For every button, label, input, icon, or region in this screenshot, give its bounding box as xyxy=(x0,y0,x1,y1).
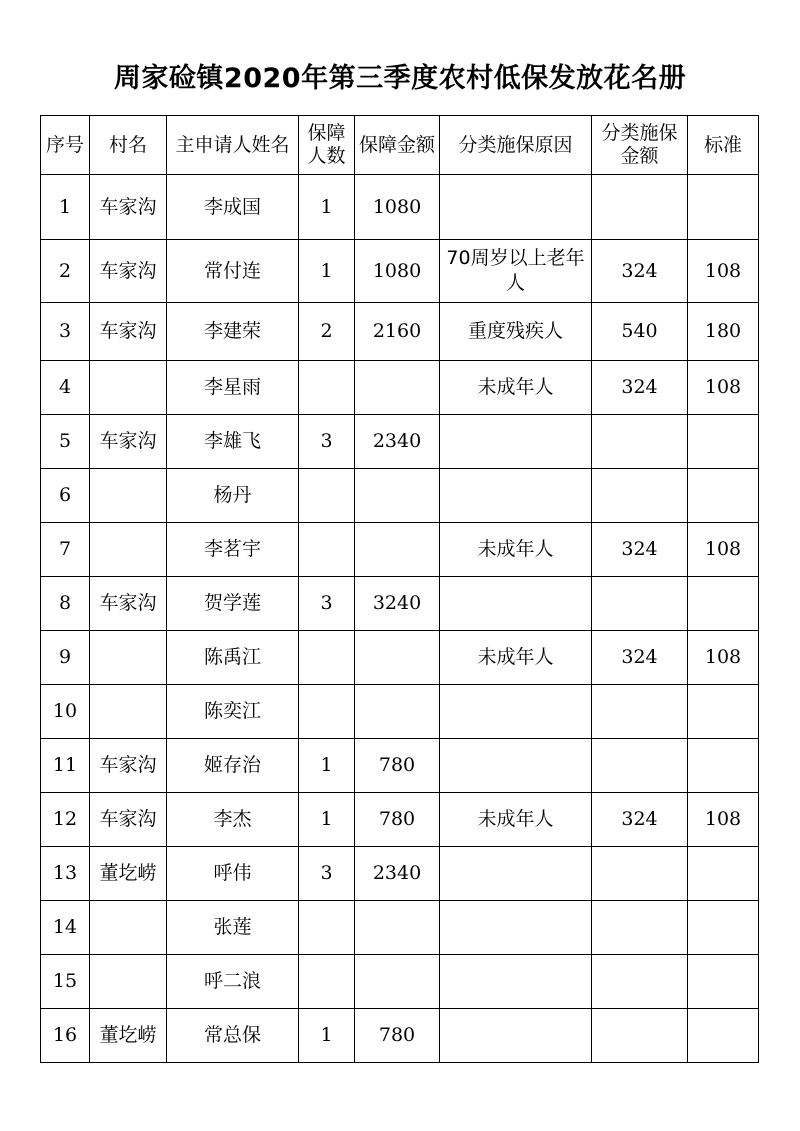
table-cell: 6 xyxy=(41,469,90,523)
table-cell xyxy=(688,901,759,955)
table-cell xyxy=(355,631,440,685)
table-cell: 780 xyxy=(355,1009,440,1063)
table-cell: 180 xyxy=(688,303,759,361)
table-cell: 杨丹 xyxy=(167,469,299,523)
table-cell xyxy=(440,685,592,739)
table-cell: 车家沟 xyxy=(90,240,167,303)
table-row xyxy=(41,685,759,739)
table-cell: 12 xyxy=(41,793,90,847)
table-cell xyxy=(355,901,440,955)
table-cell xyxy=(688,685,759,739)
table-cell xyxy=(440,901,592,955)
table-row xyxy=(41,523,759,577)
table-row xyxy=(41,469,759,523)
table-cell xyxy=(688,739,759,793)
table-cell xyxy=(592,955,688,1009)
table-row xyxy=(41,739,759,793)
table-cell xyxy=(299,523,355,577)
table-cell xyxy=(299,631,355,685)
table-cell xyxy=(440,955,592,1009)
table-cell: 108 xyxy=(688,240,759,303)
table-cell xyxy=(355,955,440,1009)
table-cell: 4 xyxy=(41,361,90,415)
table-cell: 董圪崂 xyxy=(90,1009,167,1063)
table-cell xyxy=(355,469,440,523)
table-cell: 呼二浪 xyxy=(167,955,299,1009)
table-cell: 2340 xyxy=(355,415,440,469)
header-cell: 分类施保原因 xyxy=(440,116,592,175)
header-cell: 保障金额 xyxy=(355,116,440,175)
table-cell: 1 xyxy=(41,175,90,240)
table-cell xyxy=(299,955,355,1009)
table-cell: 780 xyxy=(355,739,440,793)
table-cell: 324 xyxy=(592,631,688,685)
table-cell xyxy=(688,847,759,901)
table-cell: 未成年人 xyxy=(440,631,592,685)
table-cell xyxy=(299,901,355,955)
table-cell: 重度残疾人 xyxy=(440,303,592,361)
table-cell xyxy=(355,685,440,739)
table-row xyxy=(41,415,759,469)
table-cell: 常总保 xyxy=(167,1009,299,1063)
table-cell xyxy=(592,415,688,469)
table-cell: 3 xyxy=(299,415,355,469)
table-cell xyxy=(592,685,688,739)
table-cell: 108 xyxy=(688,793,759,847)
table-cell: 3 xyxy=(299,847,355,901)
table-cell xyxy=(299,685,355,739)
table-row xyxy=(41,175,759,240)
table-cell: 李茗宇 xyxy=(167,523,299,577)
table-cell xyxy=(592,739,688,793)
table-cell: 张莲 xyxy=(167,901,299,955)
table-cell: 108 xyxy=(688,631,759,685)
table-cell xyxy=(592,901,688,955)
table-cell: 3240 xyxy=(355,577,440,631)
table-cell: 李建荣 xyxy=(167,303,299,361)
table-cell: 未成年人 xyxy=(440,793,592,847)
table-cell xyxy=(440,469,592,523)
table-cell: 1 xyxy=(299,175,355,240)
table-cell: 780 xyxy=(355,793,440,847)
table-cell xyxy=(592,577,688,631)
table-row xyxy=(41,631,759,685)
table-cell xyxy=(592,1009,688,1063)
table-cell xyxy=(688,175,759,240)
table-cell xyxy=(440,577,592,631)
table-cell: 108 xyxy=(688,361,759,415)
table-cell: 11 xyxy=(41,739,90,793)
table-cell: 1 xyxy=(299,739,355,793)
table-cell: 未成年人 xyxy=(440,523,592,577)
table-cell: 未成年人 xyxy=(440,361,592,415)
table-cell: 3 xyxy=(299,577,355,631)
header-cell: 保障人数 xyxy=(299,116,355,175)
header-cell: 序号 xyxy=(41,116,90,175)
table-row xyxy=(41,847,759,901)
table-row xyxy=(41,955,759,1009)
table-cell xyxy=(90,469,167,523)
table-cell: 车家沟 xyxy=(90,577,167,631)
table-cell: 324 xyxy=(592,523,688,577)
table-cell xyxy=(688,469,759,523)
table-cell: 324 xyxy=(592,361,688,415)
page-title: 周家硷镇2020年第三季度农村低保发放花名册 xyxy=(113,63,687,94)
table-cell: 车家沟 xyxy=(90,175,167,240)
table-cell xyxy=(355,361,440,415)
table-row xyxy=(41,793,759,847)
table-cell xyxy=(299,469,355,523)
table-cell xyxy=(440,175,592,240)
table-cell: 1 xyxy=(299,240,355,303)
table-cell: 540 xyxy=(592,303,688,361)
table-cell xyxy=(90,901,167,955)
table-cell: 70周岁以上老年人 xyxy=(440,240,592,303)
table-cell: 15 xyxy=(41,955,90,1009)
header-cell: 标准 xyxy=(688,116,759,175)
table-cell: 1080 xyxy=(355,175,440,240)
table-cell: 14 xyxy=(41,901,90,955)
table-cell: 9 xyxy=(41,631,90,685)
table-cell: 常付连 xyxy=(167,240,299,303)
table-cell: 1 xyxy=(299,793,355,847)
table-cell xyxy=(440,847,592,901)
table-cell xyxy=(90,955,167,1009)
table-cell xyxy=(90,361,167,415)
table-cell xyxy=(592,847,688,901)
table-cell: 324 xyxy=(592,793,688,847)
table-cell: 呼伟 xyxy=(167,847,299,901)
table-cell: 李杰 xyxy=(167,793,299,847)
table-cell xyxy=(440,739,592,793)
table-cell xyxy=(440,415,592,469)
table-row xyxy=(41,577,759,631)
table-row xyxy=(41,901,759,955)
table-cell xyxy=(688,577,759,631)
table-cell: 16 xyxy=(41,1009,90,1063)
table-cell xyxy=(592,469,688,523)
table-cell: 13 xyxy=(41,847,90,901)
table-row xyxy=(41,361,759,415)
table-cell xyxy=(688,955,759,1009)
table-cell: 1080 xyxy=(355,240,440,303)
table-cell xyxy=(90,631,167,685)
table-cell: 贺学莲 xyxy=(167,577,299,631)
table-cell: 2160 xyxy=(355,303,440,361)
table-cell: 姬存治 xyxy=(167,739,299,793)
table-cell xyxy=(90,685,167,739)
table-row xyxy=(41,1009,759,1063)
table-cell xyxy=(90,523,167,577)
table-cell: 2 xyxy=(41,240,90,303)
table-cell: 8 xyxy=(41,577,90,631)
table-cell: 1 xyxy=(299,1009,355,1063)
table-cell: 10 xyxy=(41,685,90,739)
header-cell: 分类施保金额 xyxy=(592,116,688,175)
table-cell xyxy=(688,415,759,469)
table-cell: 李雄飞 xyxy=(167,415,299,469)
table-cell: 2340 xyxy=(355,847,440,901)
table-cell: 5 xyxy=(41,415,90,469)
table-cell: 陈奕江 xyxy=(167,685,299,739)
table-cell: 车家沟 xyxy=(90,739,167,793)
table-row xyxy=(41,303,759,361)
table-cell: 车家沟 xyxy=(90,793,167,847)
header-row xyxy=(41,116,759,175)
table-cell xyxy=(440,1009,592,1063)
table-row xyxy=(41,240,759,303)
table-cell: 7 xyxy=(41,523,90,577)
table-cell: 车家沟 xyxy=(90,415,167,469)
table-cell: 3 xyxy=(41,303,90,361)
table-cell: 车家沟 xyxy=(90,303,167,361)
table-cell: 陈禹江 xyxy=(167,631,299,685)
table-cell xyxy=(592,175,688,240)
table-cell: 108 xyxy=(688,523,759,577)
table-cell xyxy=(299,361,355,415)
header-cell: 村名 xyxy=(90,116,167,175)
table-cell: 2 xyxy=(299,303,355,361)
table-cell xyxy=(355,523,440,577)
table-cell xyxy=(688,1009,759,1063)
table-cell: 董圪崂 xyxy=(90,847,167,901)
header-cell: 主申请人姓名 xyxy=(167,116,299,175)
table-cell: 324 xyxy=(592,240,688,303)
roster-table xyxy=(40,115,759,1063)
table-cell: 李星雨 xyxy=(167,361,299,415)
table-cell: 李成国 xyxy=(167,175,299,240)
